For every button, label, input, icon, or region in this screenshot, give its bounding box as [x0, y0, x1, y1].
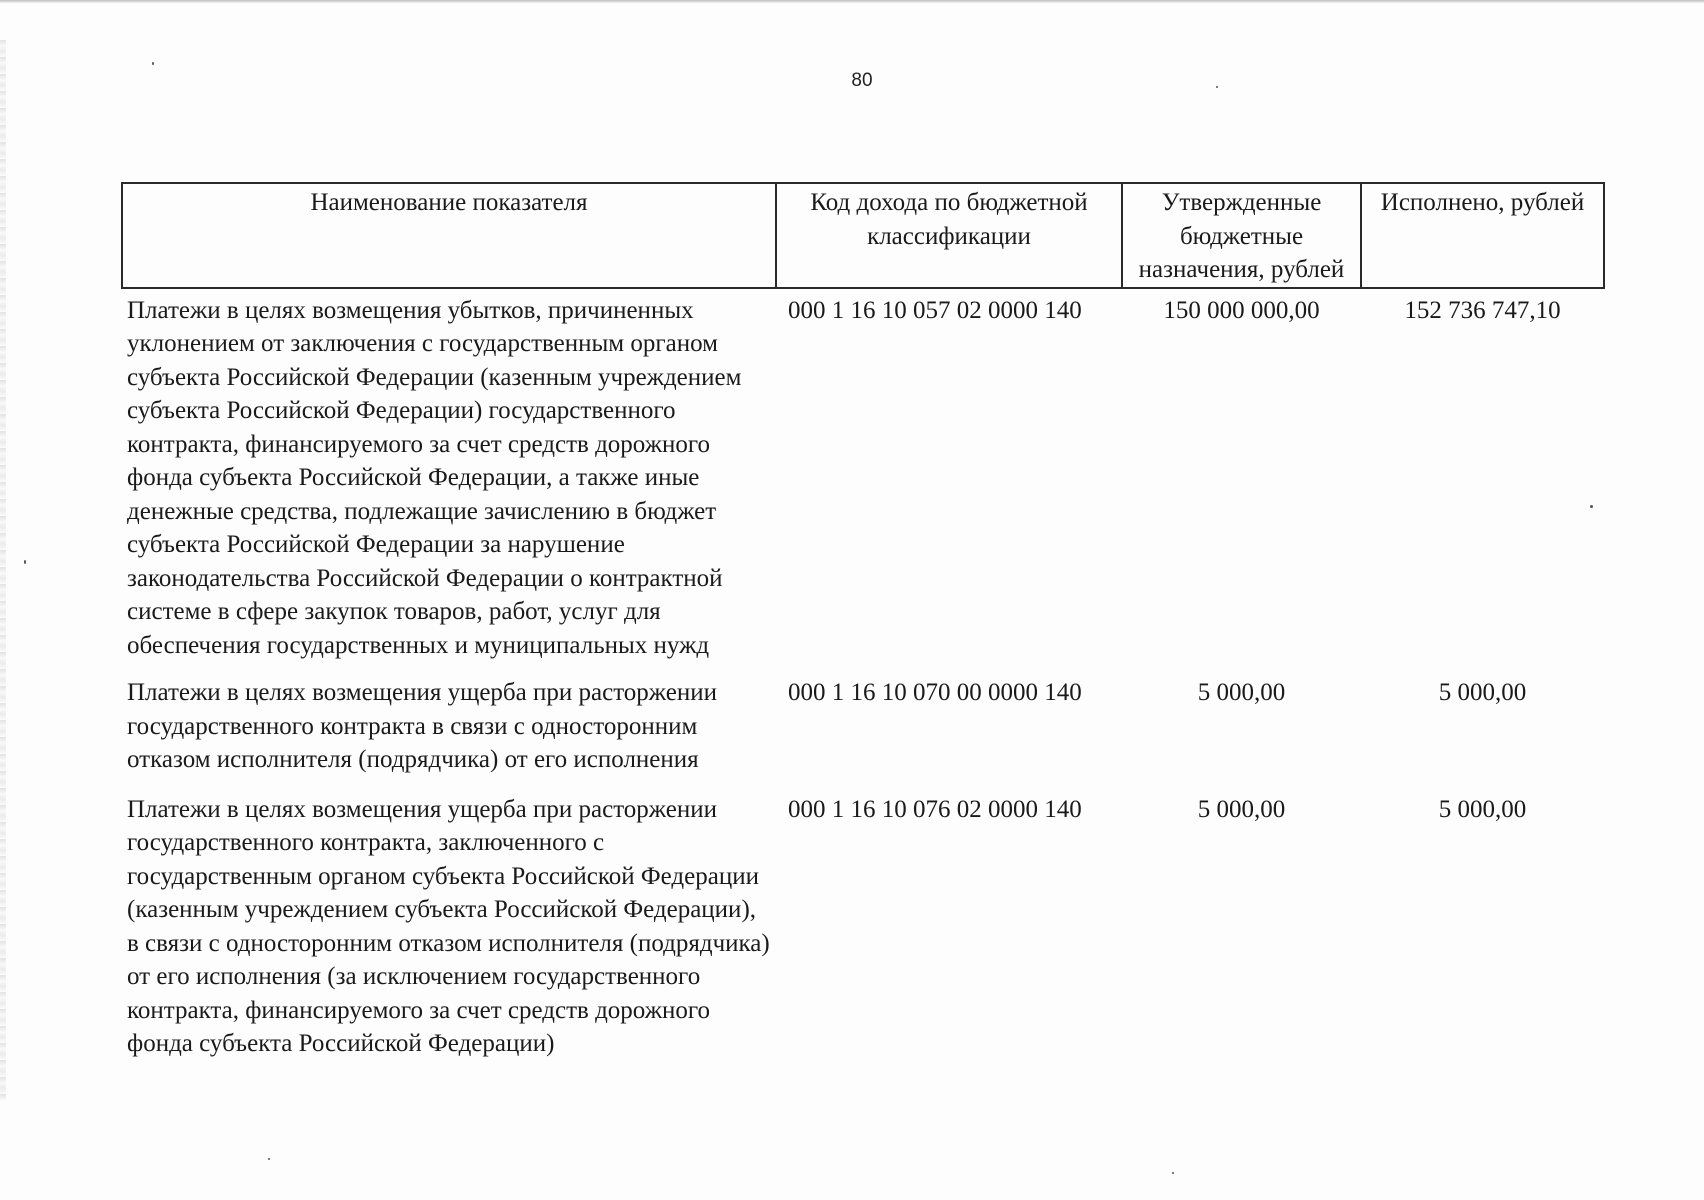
scan-speck	[152, 62, 154, 65]
budget-income-table	[121, 182, 1605, 1061]
row-income-code: 000 1 16 10 076 02 0000 140	[788, 795, 1082, 823]
row-indicator-name: Платежи в целях возмещения ущерба при расторжении государственного контракта в связи с односторонним отказом исполнителя (подрядчика) от его исполнения	[127, 679, 717, 773]
scan-speck	[268, 1158, 270, 1160]
scan-speck	[24, 560, 26, 564]
scan-edge-left	[0, 40, 6, 1100]
table-row	[122, 672, 1604, 789]
row-approved-amount: 5 000,00	[1197, 679, 1286, 706]
scan-speck	[1590, 505, 1593, 508]
scan-speck	[1172, 1172, 1174, 1174]
table-row	[122, 789, 1604, 1061]
page-number: 80	[851, 70, 873, 91]
scan-edge-top	[0, 0, 1704, 3]
header-executed-amount: Исполнено, рублей	[1361, 183, 1604, 288]
table-row	[122, 288, 1604, 673]
row-income-code: 000 1 16 10 070 00 0000 140	[788, 679, 1082, 706]
header-approved-amount: Утвержденные бюджетные назначения, рублей	[1122, 183, 1361, 288]
row-approved-amount: 150 000 000,00	[1163, 296, 1320, 324]
row-indicator-name: Платежи в целях возмещения убытков, причиненных уклонением от заключения с государственным органом субъекта Российской Федерации (казенным учреждением субъекта Российской Федерации) государственного контракта, финансируемого за счет средств дорожного фонда субъекта Российской Федерации, а также иные денежные средства, подлежащие зачислению в бюджет субъекта Российской Федерации за нарушение законодательства Российской Федерации о контрактной системе в сфере закупок товаров, работ, услуг для обеспечения государственных и муниципальных нужд	[127, 296, 742, 659]
scan-speck	[1216, 86, 1218, 88]
row-executed-amount: 152 736 747,10	[1404, 296, 1561, 324]
row-income-code: 000 1 16 10 057 02 0000 140	[788, 296, 1082, 324]
row-executed-amount: 5 000,00	[1438, 679, 1527, 706]
row-executed-amount: 5 000,00	[1438, 795, 1527, 823]
table-header-row	[122, 183, 1604, 288]
header-income-code: Код дохода по бюджетной классификации	[776, 183, 1122, 288]
row-indicator-name: Платежи в целях возмещения ущерба при расторжении государственного контракта, заключенного с государственным органом субъекта Российской Федерации (казенным учреждением субъекта Российской Федерации), в связи с односторонним отказом исполнителя (подрядчика) от его исполнения (за исключением государственного контракта, финансируемого за счет средств дорожного фонда субъекта Российской Федерации)	[127, 795, 770, 1057]
row-approved-amount: 5 000,00	[1197, 795, 1286, 823]
header-indicator-name: Наименование показателя	[122, 183, 776, 288]
